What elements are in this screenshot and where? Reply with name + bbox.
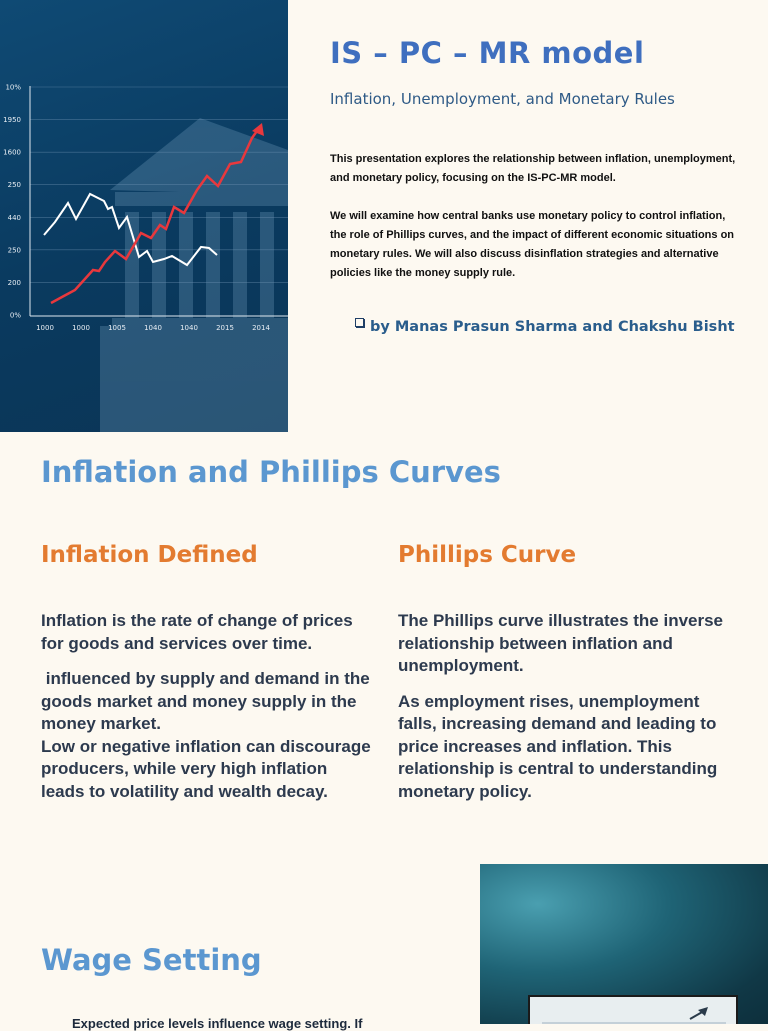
phillips-curve-heading: Phillips Curve <box>398 542 577 568</box>
hero-chart-svg <box>0 0 288 432</box>
authors-line <box>355 318 735 335</box>
monitor-illustration <box>528 995 738 1024</box>
x-tick-label: 1000 <box>36 324 54 332</box>
phillips-paragraph-1: The Phillips curve illustrates the inverse relationship between inflation and unemployment. <box>398 611 724 675</box>
monitor-arrow-icon <box>530 997 736 1024</box>
inflation-paragraph-3: Low or negative inflation can discourage producers, while very high inflation leads to volatility and wealth decay. <box>41 736 371 801</box>
slide1-title: IS – PC – MR model <box>330 36 645 70</box>
x-tick-label: 2015 <box>216 324 234 332</box>
slide2-title: Inflation and Phillips Curves <box>41 455 501 489</box>
x-tick-label: 1005 <box>108 324 126 332</box>
y-tick-label: 1600 <box>3 148 21 157</box>
x-tick-label: 1000 <box>72 324 90 332</box>
wage-setting-image <box>480 864 768 1024</box>
x-tick-label: 2014 <box>252 324 270 332</box>
y-tick-labels <box>3 84 21 320</box>
slide1-subtitle: Inflation, Unemployment, and Monetary Rules <box>330 90 675 108</box>
hero-chart-image <box>0 0 288 432</box>
intro-paragraph-2: We will examine how central banks use monetary policy to control inflation, the role of Phillips curves, and the impact of different economic situations on monetary rules. We will also discuss disinflation strategies and alternative policies like the money supply rule. <box>330 210 735 279</box>
y-tick-label: 1950 <box>3 116 21 125</box>
authors-text: by Manas Prasun Sharma and Chakshu Bisht <box>370 319 735 335</box>
phillips-curve-column <box>398 610 728 816</box>
slide3-title: Wage Setting <box>41 943 262 977</box>
wage-setting-text: Expected price levels influence wage setting. If <box>72 1016 363 1031</box>
inflation-paragraph-1: Inflation is the rate of change of prices for goods and services over time. <box>41 611 353 653</box>
x-tick-label: 1040 <box>180 324 198 332</box>
y-tick-label: 10% <box>5 83 21 92</box>
y-tick-label: 440 <box>7 213 21 222</box>
inflation-defined-column <box>41 610 375 816</box>
y-tick-label: 250 <box>7 181 21 190</box>
phillips-paragraph-2: As employment rises, unemployment falls, increasing demand and leading to price increases and inflation. This relationship is central to understanding monetary policy. <box>398 691 718 801</box>
y-tick-label: 0% <box>9 311 21 320</box>
y-tick-label: 200 <box>7 278 21 287</box>
x-tick-label: 1040 <box>144 324 162 332</box>
y-tick-label: 250 <box>7 246 21 255</box>
bank-building-illustration <box>100 118 288 432</box>
inflation-defined-heading: Inflation Defined <box>41 542 258 568</box>
intro-paragraph-1: This presentation explores the relationship between inflation, unemployment, and monetary policy, focusing on the IS-PC-MR model. <box>330 153 736 184</box>
inflation-paragraph-2: influenced by supply and demand in the goods market and money supply in the money market. <box>41 669 375 733</box>
checkbox-bullet-icon <box>355 318 364 327</box>
